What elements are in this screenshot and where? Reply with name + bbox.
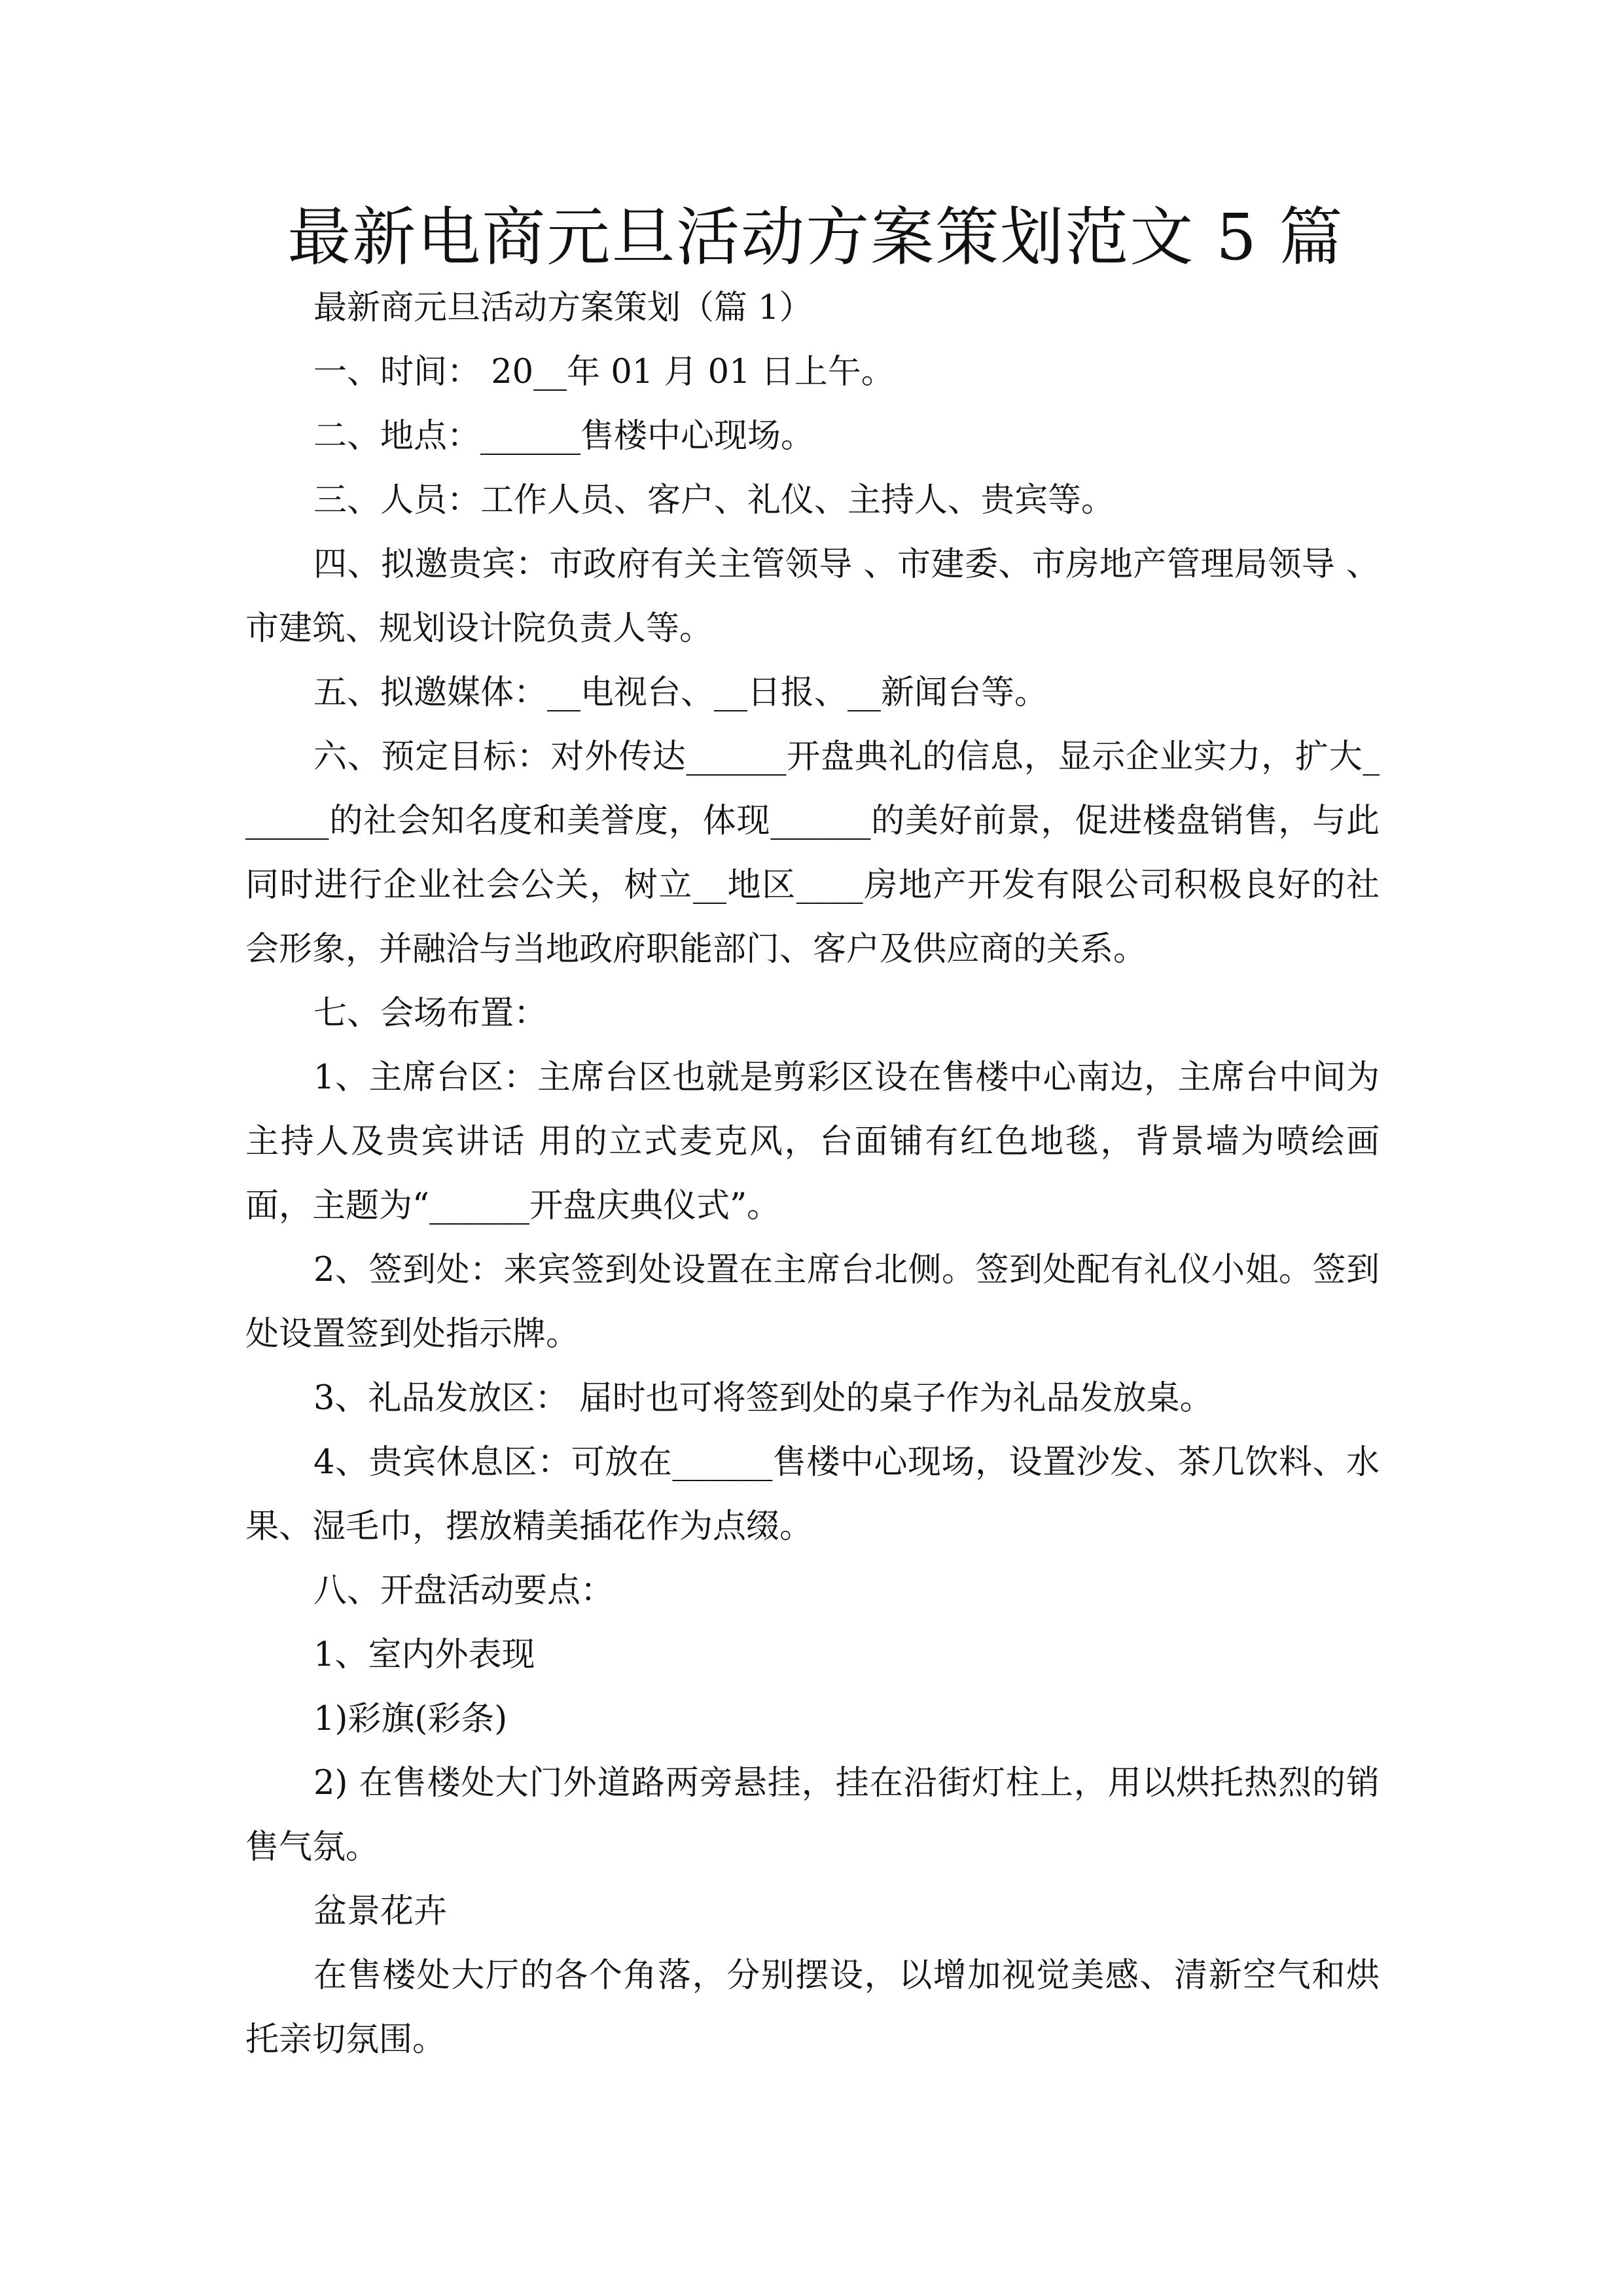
paragraph-bonsai: 盆景花卉 bbox=[313, 1892, 448, 1931]
section-heading: 最新商元旦活动方案策划（篇 1） bbox=[313, 289, 813, 327]
paragraph-personnel: 三、人员：工作人员、客户、礼仪、主持人、贵宾等。 bbox=[313, 481, 1115, 520]
paragraph-hanging: 2) 在售楼处大门外道路两旁悬挂，挂在沿街灯柱上，用以烘托热烈的销售气氛。 bbox=[245, 1764, 1380, 1867]
paragraph-location: 二、地点：______售楼中心现场。 bbox=[313, 417, 815, 456]
paragraph-indoor-outdoor: 1、室内外表现 bbox=[313, 1636, 535, 1674]
paragraph-activity-points: 八、开盘活动要点： bbox=[313, 1571, 615, 1610]
paragraph-invited-media: 五、拟邀媒体：__电视台、__日报、__新闻台等。 bbox=[313, 673, 1048, 712]
paragraph-venue-layout: 七、会场布置： bbox=[313, 994, 548, 1033]
document-title: 最新电商元旦活动方案策划范文 5 篇 bbox=[287, 200, 1344, 274]
paragraph-gift-area: 3、礼品发放区： 届时也可将签到处的桌子作为礼品发放桌。 bbox=[313, 1379, 1213, 1418]
paragraph-vip-lounge: 4、贵宾休息区：可放在______售楼中心现场，设置沙发、茶几饮料、水果、湿毛巾，摆放精美插花作为点缀。 bbox=[245, 1443, 1380, 1546]
paragraph-invited-guests: 四、拟邀贵宾：市政府有关主管领导 、市建委、市房地产管理局领导 、市建筑、规划设计院负责人等。 bbox=[245, 545, 1380, 648]
paragraph-hall-placement: 在售楼处大厅的各个角落，分别摆设，以增加视觉美感、清新空气和烘托亲切氛围。 bbox=[245, 1956, 1380, 2059]
paragraph-time: 一、时间： 20__年 01 月 01 日上午。 bbox=[313, 353, 895, 391]
paragraph-flags: 1)彩旗(彩条) bbox=[313, 1700, 508, 1738]
paragraph-goals: 六、预定目标：对外传达______开盘典礼的信息，显示企业实力，扩大______的社会知名度和美誉度，体现______的美好前景，促进楼盘销售，与此同时进行企业社会公关，树立__地区____房地产开发有限公司积极良好的社会形象，并融洽与当地政府职能部门、客户及供应商的关系。 bbox=[245, 738, 1380, 969]
paragraph-sign-in: 2、签到处：来宾签到处设置在主席台北侧。签到处配有礼仪小姐。签到处设置签到处指示牌。 bbox=[245, 1251, 1380, 1354]
paragraph-podium-area: 1、主席台区：主席台区也就是剪彩区设在售楼中心南边，主席台中间为主持人及贵宾讲话 用的立式麦克风，台面铺有红色地毯，背景墙为喷绘画面，主题为“______开盘庆典仪式”。 bbox=[245, 1058, 1380, 1225]
